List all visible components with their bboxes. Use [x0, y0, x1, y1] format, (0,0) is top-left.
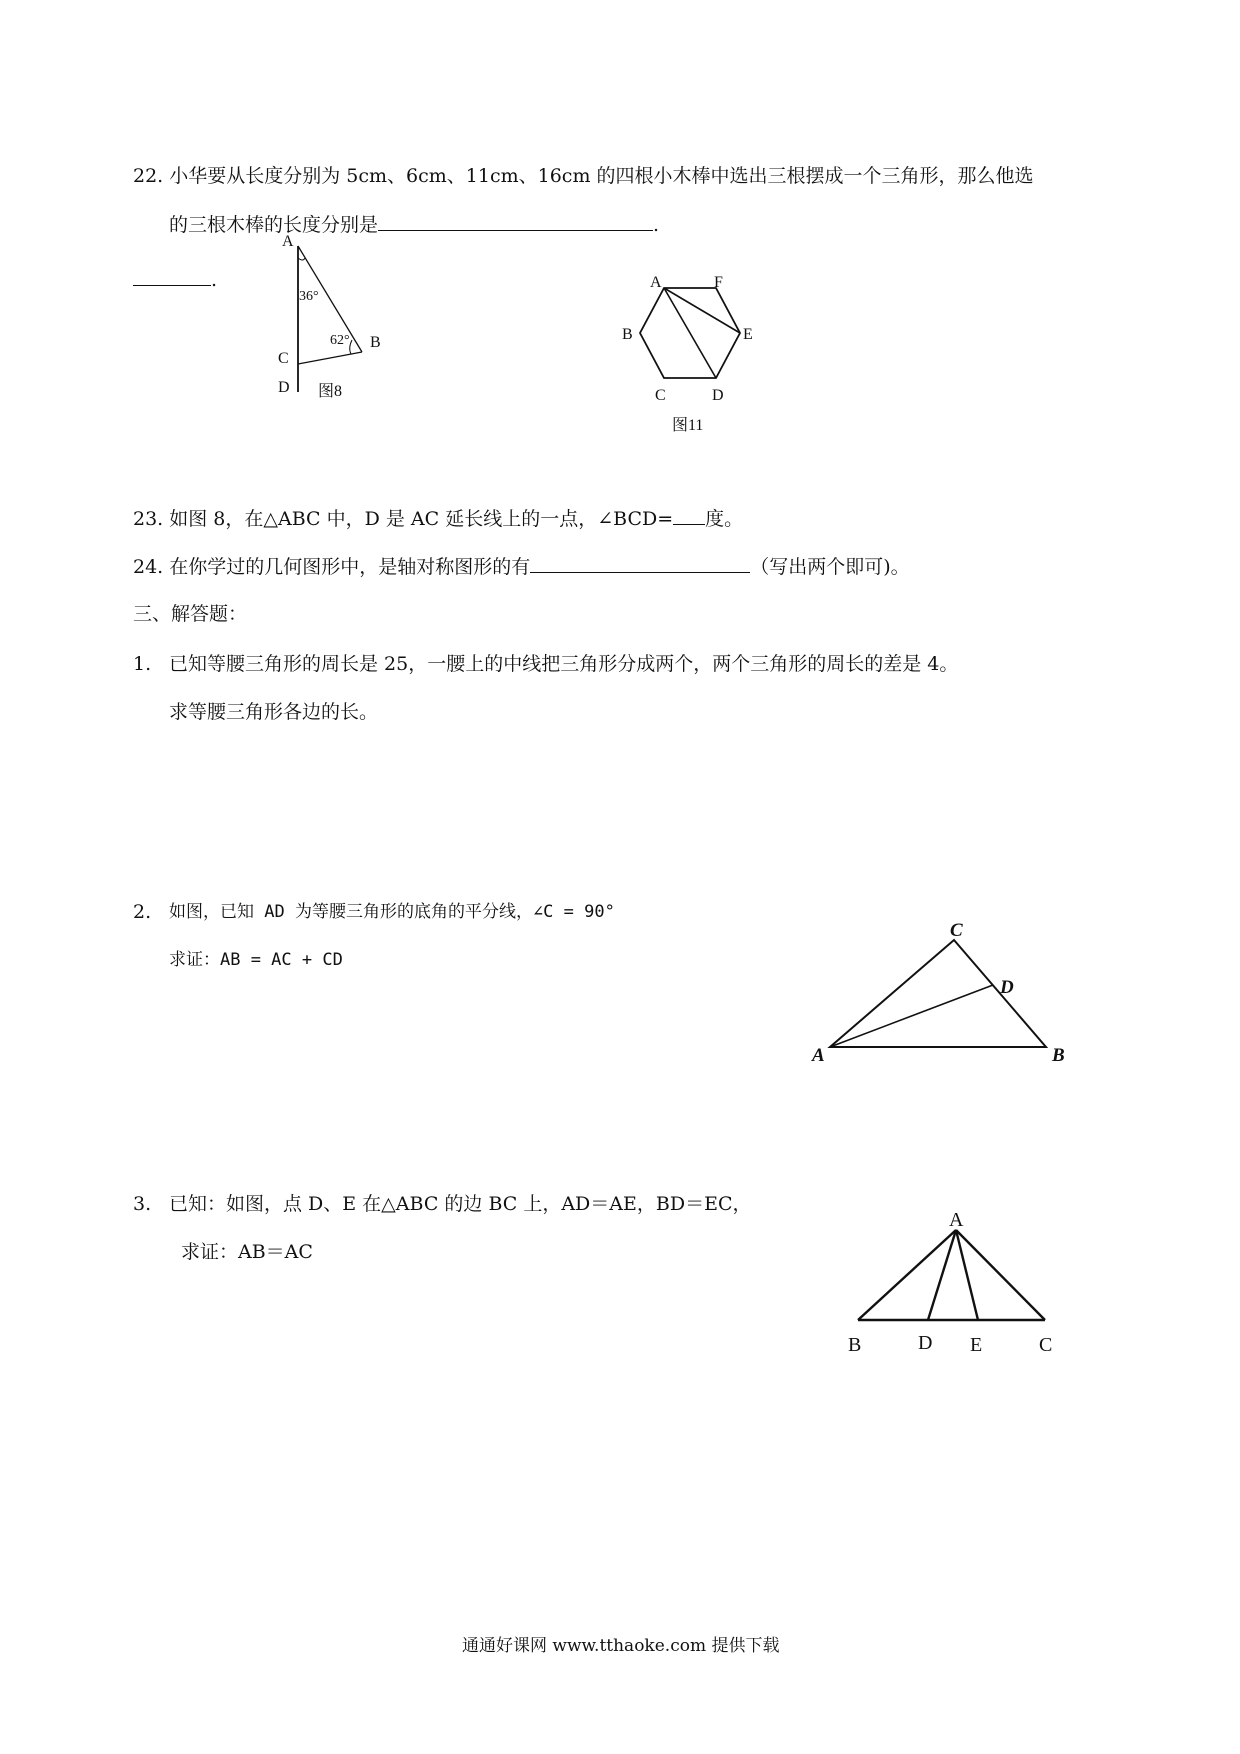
p2-bisector-ad — [830, 985, 993, 1047]
p2-line1: 如图，已知 AD 为等腰三角形的底角的平分线，∠C = 90° — [169, 902, 615, 922]
fig11-label-d: D — [712, 387, 724, 404]
p3-label-b: B — [848, 1334, 862, 1356]
fig8-angle-a-arc — [298, 258, 305, 260]
p3-label-c: C — [1039, 1334, 1053, 1356]
fig8-label-a: A — [282, 233, 294, 250]
stray-blank — [133, 268, 217, 292]
q23-answer-blank — [673, 506, 705, 525]
fig8-label-c: C — [278, 350, 289, 367]
fig8-caption: 图8 — [318, 383, 343, 400]
fig8-label-d: D — [278, 379, 290, 396]
p3-side-ac — [956, 1230, 1045, 1320]
fig8-angle-a: 36° — [299, 289, 319, 304]
p3-label-a: A — [949, 1209, 964, 1231]
stray-blank-period: . — [211, 269, 218, 291]
p3-line1: 已知：如图，点 D、E 在△ABC 的边 BC 上，AD＝AE，BD＝EC， — [169, 1193, 752, 1215]
p2-label-b: B — [1052, 1045, 1065, 1066]
q22-prompt: 的三根木棒的长度分别是 — [169, 214, 379, 236]
footer-credit: 通通好课网 www.tthaoke.com 提供下载 — [462, 1636, 780, 1656]
fig8-angle-b: 62° — [330, 333, 350, 348]
p3-figure — [830, 1205, 1070, 1365]
q22-period: . — [653, 214, 660, 236]
q22-line1: 22. 小华要从长度分别为 5cm、6cm、11cm、16cm 的四根小木棒中选出三根摆成一个三角形，那么他选 — [133, 165, 1034, 187]
q23-prompt: 23. 如图 8，在△ABC 中，D 是 AC 延长线上的一点，∠BCD= — [133, 508, 674, 530]
fig11-caption: 图11 — [672, 417, 704, 434]
p2-number: 2. — [133, 901, 152, 923]
fig11-label-b: B — [622, 326, 633, 343]
p1-line2: 求等腰三角形各边的长。 — [169, 701, 379, 723]
p2-label-c: C — [950, 920, 963, 941]
q22-line2 — [169, 212, 659, 237]
fig11-label-e: E — [743, 326, 753, 343]
q22-answer-blank — [378, 212, 653, 231]
p3-line2: 求证：AB＝AC — [181, 1241, 313, 1263]
p2-label-d: D — [1000, 977, 1014, 998]
p3-segment-ae — [956, 1230, 978, 1320]
q24 — [133, 554, 910, 579]
fig11-label-a: A — [650, 274, 662, 291]
p3-label-e: E — [970, 1334, 983, 1356]
q24-prompt: 24. 在你学过的几何图形中，是轴对称图形的有 — [133, 556, 531, 578]
q23-unit: 度。 — [705, 508, 744, 530]
p2-label-a: A — [812, 1045, 825, 1066]
p2-figure — [808, 915, 1073, 1075]
p3-number: 3. — [133, 1193, 152, 1215]
q24-answer-blank — [530, 554, 750, 573]
p1-line1: 已知等腰三角形的周长是 25，一腰上的中线把三角形分成两个，两个三角形的周长的差是 4。 — [169, 653, 959, 675]
p3-label-d: D — [918, 1332, 933, 1354]
figure-8 — [270, 232, 400, 407]
fig8-line-cb — [298, 352, 362, 364]
q23 — [133, 506, 743, 531]
p1-number: 1. — [133, 653, 152, 675]
fig11-label-c: C — [655, 387, 666, 404]
fig8-angle-b-arc — [350, 340, 352, 354]
stray-blank-line — [133, 271, 211, 286]
q24-note: （写出两个即可)。 — [750, 556, 910, 578]
figure-11 — [600, 270, 780, 440]
fig8-label-b: B — [370, 334, 381, 351]
p2-line2: 求证：AB = AC + CD — [169, 950, 343, 970]
fig11-label-f: F — [714, 274, 723, 291]
section3-title: 三、解答题： — [133, 603, 248, 625]
fig11-diagonal-ad — [664, 288, 716, 378]
